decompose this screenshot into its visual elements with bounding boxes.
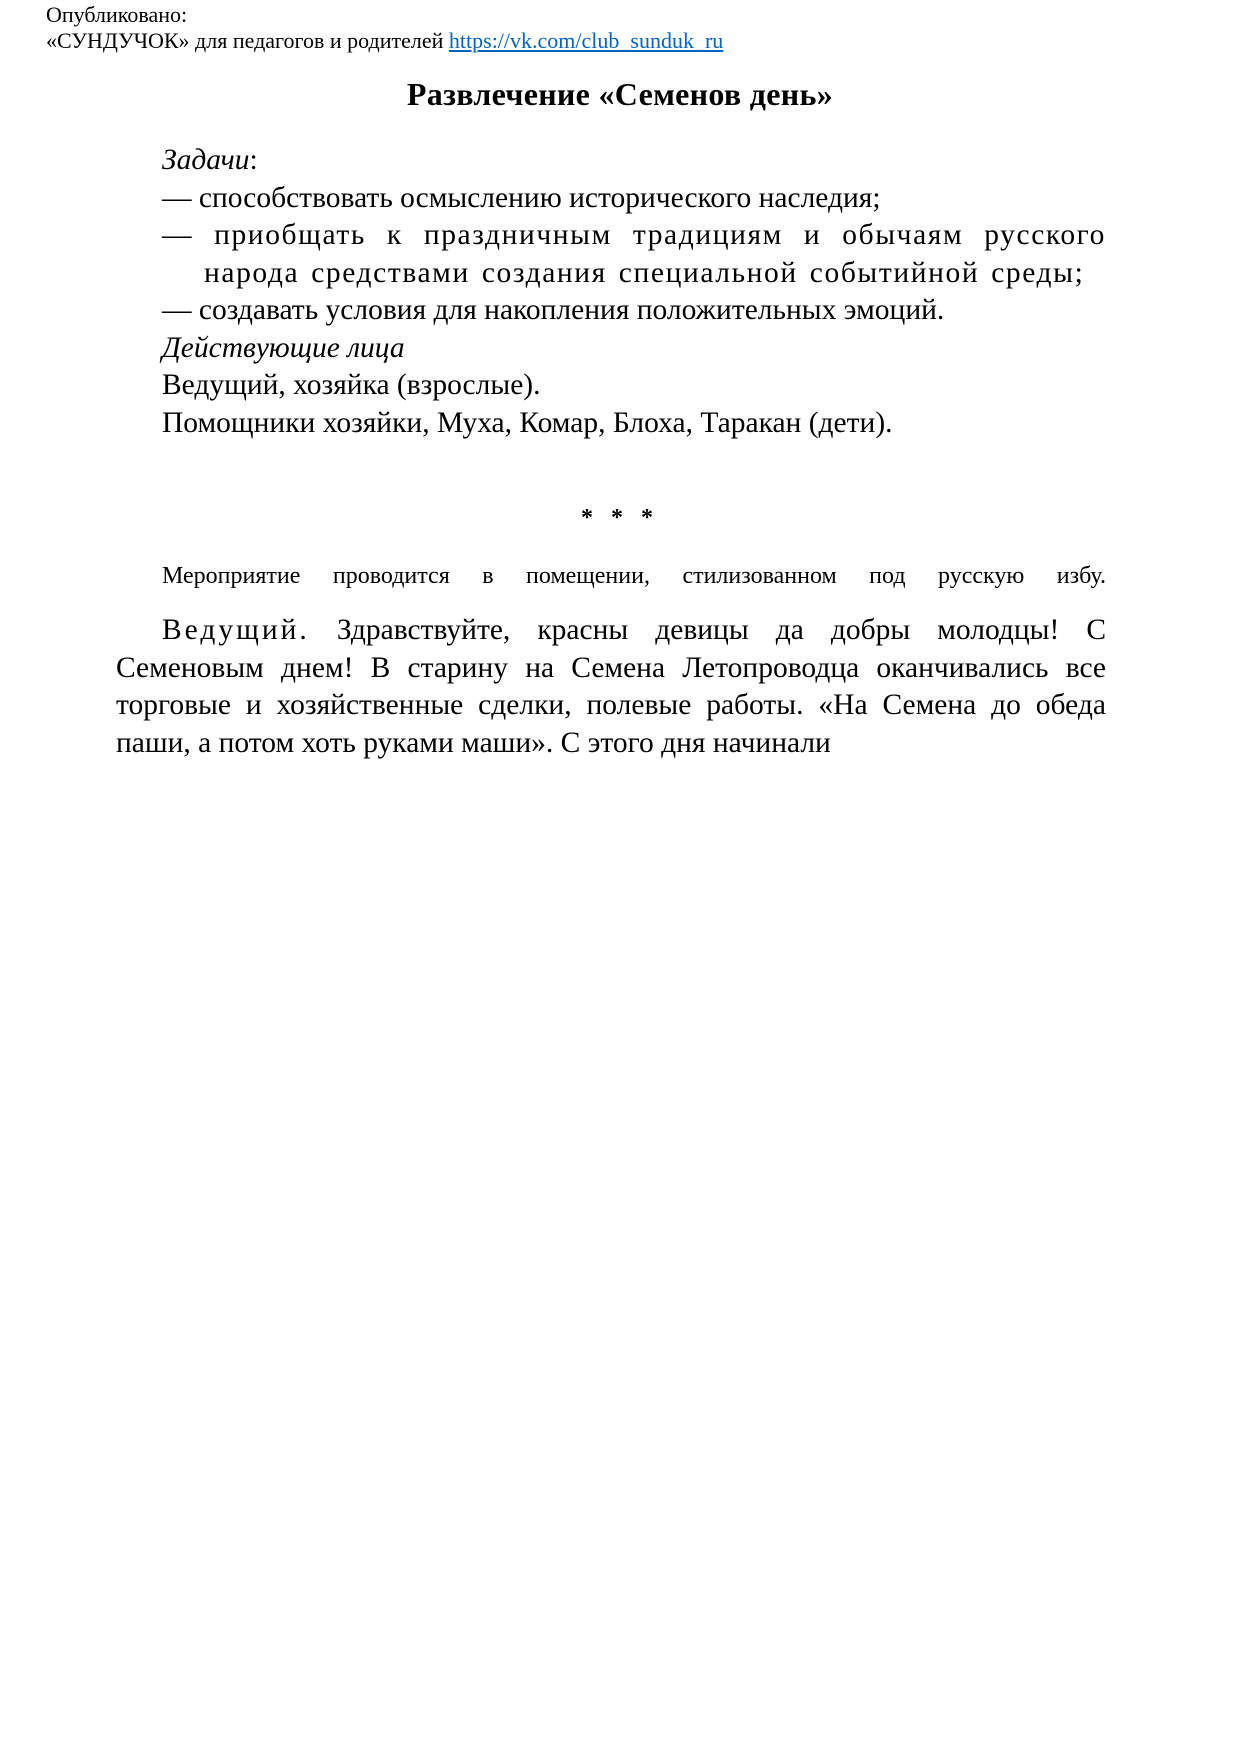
- source-line: [46, 28, 723, 54]
- task-item-3: — создавать условия для накопления положительных эмоций.: [162, 294, 945, 326]
- tasks-section: [162, 142, 1106, 442]
- characters-adults: Ведущий, хозяйка (взрослые).: [162, 369, 541, 401]
- task-item-1: — способствовать осмыслению исторического наследия;: [162, 181, 881, 214]
- published-label: Опубликовано:: [46, 2, 188, 27]
- source-link[interactable]: https://vk.com/club_sunduk_ru: [448, 28, 724, 53]
- document-title: Развлечение «Семенов день»: [406, 76, 834, 112]
- characters-children: Помощники хозяйки, Муха, Комар, Блоха, Таракан (дети).: [162, 406, 893, 439]
- tasks-label: Задачи: [162, 144, 250, 176]
- source-text: «СУНДУЧОК» для педагогов и родителей: [46, 28, 449, 53]
- dialogue-text: Здравствуйте, красны девицы да добры молодцы! С Семеновым днем! В старину на Семена Летопроводца оканчивались все торговые и хозяйственные сделки, полевые работы. «На Семена до обеда паши, а потом хоть руками маши». С этого дня начинали: [116, 614, 1106, 759]
- tasks-heading: [162, 142, 1106, 180]
- task-item-2: — приобщать к праздничным традициям и обычаям русского народа средствами создания специальной событийной среды;: [162, 219, 1106, 289]
- stage-note: Мероприятие проводится в помещении, стилизованном под русскую избу.: [162, 563, 1106, 589]
- dialogue-paragraph: [116, 612, 1106, 762]
- tasks-label-suffix: :: [249, 144, 258, 176]
- characters-label: Действующие лица: [162, 331, 405, 364]
- speaker-name: Ведущий.: [162, 614, 310, 646]
- section-separator: * * *: [581, 505, 659, 531]
- publication-header: [46, 2, 723, 54]
